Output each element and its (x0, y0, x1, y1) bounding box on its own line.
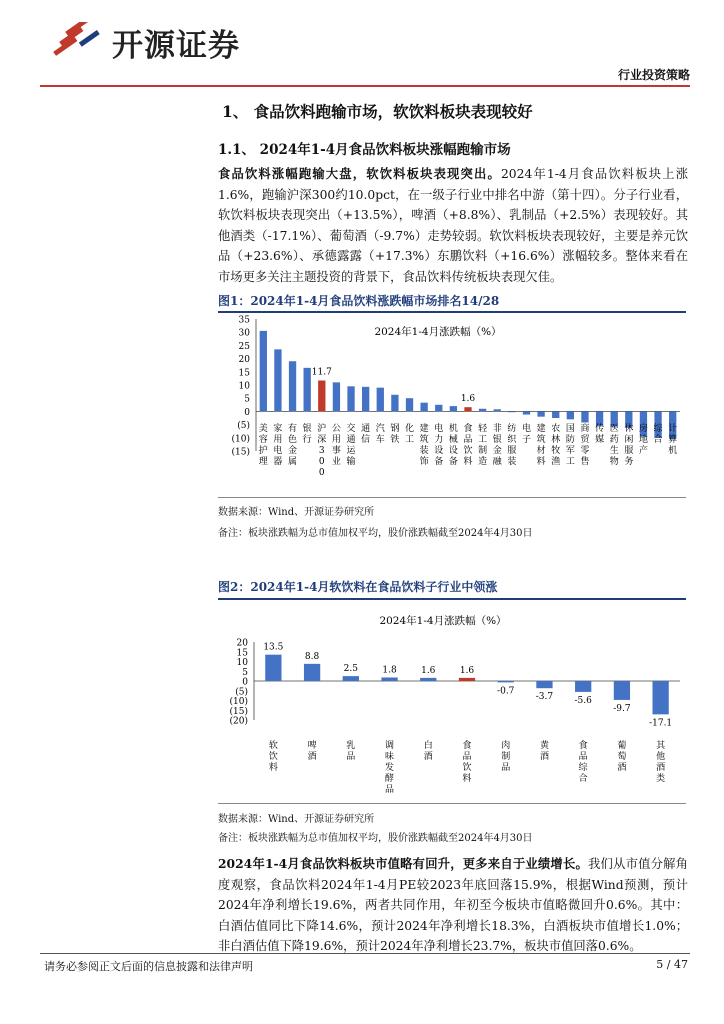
x-tick-label: 其他酒类 (656, 741, 666, 784)
y-tick-label: (15) (229, 706, 248, 717)
data-label: -9.7 (613, 703, 631, 714)
logo-icon (48, 22, 108, 58)
bar-5 (459, 678, 475, 681)
figure-1-note: 备注：板块涨跌幅为总市值加权平均，股价涨跌幅截至2024年4月30日 (218, 528, 533, 539)
x-tick-label: 纺织服装 (507, 424, 517, 467)
y-tick-label: 35 (238, 315, 250, 326)
x-tick-label: 葡萄酒 (617, 741, 627, 773)
paragraph-1-lead: 食品饮料涨幅跑输大盘，软饮料板块表现突出。 (218, 166, 501, 181)
bar-14 (464, 407, 471, 411)
bar-18 (523, 411, 530, 414)
bar-1 (274, 349, 281, 411)
x-tick-label: 通信 (361, 424, 371, 445)
x-tick-label: 休闲服务 (624, 424, 634, 467)
bar-15 (479, 409, 486, 412)
footer-disclaimer: 请务必参阅正文后面的信息披露和法律声明 (44, 960, 253, 973)
x-tick-label: 机械设备 (448, 424, 458, 467)
x-tick-label: 轻工制造 (478, 424, 488, 467)
bar-10 (406, 398, 413, 411)
chart-title: 2024年1-4月涨跌幅（%） (374, 326, 502, 338)
bar-13 (450, 406, 457, 411)
paragraph-1 (218, 164, 688, 287)
bar-5 (333, 382, 340, 411)
x-tick-label: 农林牧渔 (551, 424, 561, 467)
data-label: 1.6 (421, 665, 436, 676)
figure-1-source: 数据来源：Wind、开源证券研究所 (218, 507, 375, 518)
x-tick-label: 银行 (302, 424, 312, 445)
bar-0 (260, 331, 267, 412)
y-tick-label: 15 (238, 368, 250, 379)
logo-text: 开源证券 (112, 28, 240, 64)
x-tick-label: 非银金融 (492, 424, 502, 467)
x-tick-label: 钢铁 (390, 424, 400, 445)
x-tick-label: 医药生物 (609, 424, 619, 467)
y-tick-label: (5) (235, 687, 248, 698)
bar-21 (567, 411, 574, 419)
y-tick-label: 5 (244, 394, 250, 405)
header-divider (40, 85, 690, 87)
data-label: 1.8 (382, 665, 397, 676)
y-tick-label: 10 (238, 381, 250, 392)
x-tick-label: 食品综合 (578, 741, 588, 784)
x-tick-label: 建筑材料 (536, 424, 546, 467)
x-tick-label: 交通运输 (346, 424, 356, 467)
page-number: 5 / 47 (656, 958, 688, 971)
section-title: 1、 食品饮料跑输市场，软饮料板块表现较好 (222, 102, 533, 121)
data-label: 13.5 (263, 642, 284, 653)
bar-12 (435, 405, 442, 412)
figure-2-title: 图2：2024年1-4月软饮料在食品饮料子行业中领涨 (218, 580, 498, 594)
data-label: -5.6 (574, 695, 592, 706)
bar-9 (614, 681, 630, 700)
x-tick-label: 传媒 (595, 424, 605, 445)
bar-19 (537, 411, 544, 416)
bar-1 (304, 664, 320, 681)
x-tick-label: 食品饮料 (462, 741, 472, 784)
y-tick-label: 20 (238, 355, 250, 366)
paragraph-2-lead: 2024年1-4月食品饮料板块市值略有回升，更多来自于业绩增长。 (218, 856, 589, 871)
data-label: -0.7 (497, 686, 515, 697)
y-tick-label: (5) (237, 421, 250, 432)
figure-2-source: 数据来源：Wind、开源证券研究所 (218, 814, 375, 825)
paragraph-1-body: 2024年1-4月食品饮料板块上涨1.6%，跑输沪深300约10.0pct，在一级子行业中排名中游（第十四）。分子行业看，软饮料板块表现突出（+13.5%），啤酒（+8.8%）、乳制品（+2.5%）表现较好。其他酒类（-17.1%）、葡萄酒（-9.7%）走势较弱。软饮料板块表现较好，主要是养元饮品（+23.6%）、承德露露（+17.3%）东鹏饮料（+16.6%）涨幅较多。整体来看在市场更多关注主题投资的背景下，食品饮料传统板块表现欠佳。 (218, 167, 688, 284)
x-tick-label: 白酒 (423, 741, 433, 762)
x-tick-label: 房地产 (638, 424, 648, 456)
figure-2-top-rule (218, 598, 686, 600)
figure-2-bottom-rule (218, 803, 686, 804)
figure-2-chart (218, 602, 688, 802)
y-tick-label: (10) (231, 434, 250, 445)
y-tick-label: 5 (242, 667, 248, 678)
x-tick-label: 电子 (521, 424, 531, 445)
x-tick-label: 软饮料 (268, 741, 278, 773)
figure-1-title: 图1：2024年1-4月食品饮料涨跌幅市场排名14/28 (218, 294, 500, 308)
bar-7 (362, 387, 369, 412)
y-tick-label: (20) (229, 716, 248, 727)
bar-8 (575, 681, 591, 692)
bar-9 (391, 395, 398, 412)
chart-title: 2024年1-4月涨跌幅（%） (379, 615, 507, 627)
bar-4 (318, 381, 325, 412)
x-tick-label: 黄酒 (539, 741, 549, 762)
x-tick-label: 商贸零售 (580, 424, 590, 467)
bar-2 (289, 361, 296, 411)
bar-3 (304, 368, 311, 412)
data-label: -3.7 (535, 692, 554, 703)
x-tick-label: 化工 (405, 424, 415, 445)
bar-17 (508, 411, 515, 412)
footer-divider (40, 953, 690, 954)
x-tick-label: 汽车 (375, 424, 385, 445)
data-label: 8.8 (304, 651, 320, 662)
bar-16 (494, 409, 501, 411)
bar-6 (498, 681, 514, 682)
paragraph-2-body: 我们从市值分解角度观察，食品饮料2024年1-4月PE较2023年底回落15.9%，根据Wind预测，预计2024年净利增长19.6%，两者共同作用，年初至今板块市值略微回升0.6%。其中：白酒估值同比下降14.6%，预计2024年净利增长18.3%，白酒板块市值增长1.0%；非白酒估值下降19.6%，预计2024年净利增长23.7%，板块市值回落0.6%。 (218, 857, 688, 953)
x-tick-label: 综合 (653, 424, 663, 445)
data-label: 1.6 (459, 665, 475, 676)
x-tick-label: 啤酒 (307, 741, 317, 762)
y-tick-label: 15 (236, 648, 248, 659)
data-label: 2.5 (343, 664, 358, 675)
data-label: -17.1 (649, 718, 673, 729)
x-tick-label: 肉制品 (501, 741, 511, 773)
paragraph-2 (218, 854, 688, 957)
x-tick-label: 有色金属 (288, 424, 298, 467)
bar-8 (377, 388, 384, 412)
figure-1-chart (218, 313, 688, 496)
x-tick-label: 家用电器 (273, 424, 283, 467)
y-tick-label: (15) (231, 447, 250, 458)
bar-20 (552, 411, 559, 418)
y-tick-label: 0 (244, 407, 250, 418)
x-tick-label: 国防军工 (565, 424, 575, 467)
report-type: 行业投资策略 (617, 68, 690, 82)
bar-3 (381, 677, 397, 681)
y-tick-label: 20 (236, 638, 248, 649)
x-tick-label: 食品饮料 (463, 424, 473, 467)
x-tick-label: 电力设备 (434, 424, 444, 467)
bar-4 (420, 678, 436, 681)
y-tick-label: 30 (238, 328, 250, 339)
y-tick-label: (10) (229, 697, 248, 707)
x-tick-label: 乳品 (346, 741, 356, 762)
y-tick-label: 0 (242, 677, 248, 688)
bar-0 (265, 655, 281, 681)
figure-1-bottom-rule (218, 497, 686, 498)
x-tick-label: 建筑装饰 (419, 424, 429, 467)
bar-11 (420, 403, 427, 412)
x-tick-label: 公用事业 (331, 424, 341, 467)
y-tick-label: 25 (238, 341, 250, 352)
x-tick-label: 调味发酵品 (385, 741, 395, 795)
x-tick-label: 美容护理 (258, 424, 268, 467)
bar-22 (581, 411, 588, 422)
data-label: 1.6 (460, 394, 476, 405)
bar-2 (343, 676, 359, 681)
y-tick-label: 10 (236, 658, 248, 668)
data-label: 11.7 (311, 367, 332, 378)
subsection-title: 1.1、 2024年1-4月食品饮料板块涨幅跑输市场 (218, 142, 511, 158)
bar-10 (653, 681, 669, 714)
bar-7 (536, 681, 552, 688)
x-tick-label: 沪深 3 0 0 (317, 424, 327, 478)
x-tick-label: 计算机 (668, 424, 678, 456)
figure-2-note: 备注：板块涨跌幅为总市值加权平均，股价涨跌幅截至2024年4月30日 (218, 833, 533, 844)
bar-6 (347, 386, 354, 411)
